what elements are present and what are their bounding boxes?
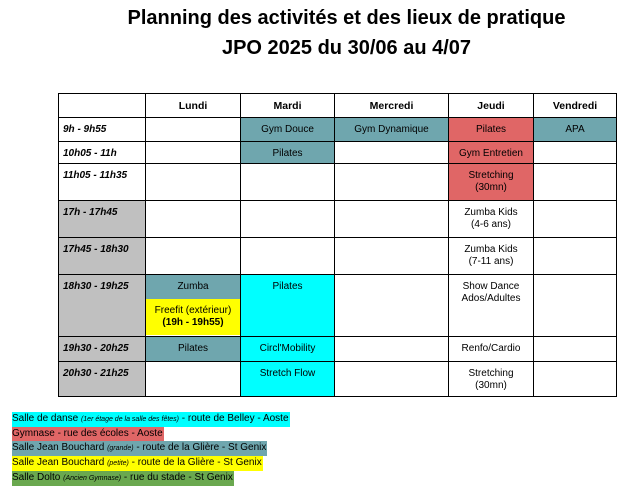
- activity-cell: [534, 118, 617, 142]
- table-row: [59, 362, 617, 397]
- time-slot: 17h45 - 18h30: [59, 238, 146, 275]
- empty-cell: [534, 201, 617, 238]
- activity-cell: [241, 337, 335, 362]
- activity-cell: [241, 118, 335, 142]
- empty-cell: [335, 201, 449, 238]
- table-row: [59, 238, 617, 275]
- empty-cell: [335, 337, 449, 362]
- empty-cell: [146, 201, 241, 238]
- legend-venue: Salle Dolto: [12, 472, 64, 483]
- day-header-tuesday: Mardi: [241, 94, 335, 118]
- empty-cell: [534, 337, 617, 362]
- legend-venue: Salle de danse: [12, 413, 81, 424]
- page-title: Planning des activités et des lieux de pratique: [127, 7, 566, 29]
- activity-label: Zumba: [146, 275, 240, 299]
- activity-cell: [241, 275, 335, 337]
- activity-label: Pilates: [475, 124, 506, 135]
- activity-cell: [449, 201, 534, 238]
- activity-cell: [241, 142, 335, 164]
- legend-address: - route de la Glière - St Genix: [133, 442, 267, 453]
- day-header-wednesday: Mercredi: [335, 94, 449, 118]
- activity-cell-freefit: [146, 299, 240, 335]
- activity-cell: [449, 275, 534, 337]
- legend-item: [12, 456, 290, 471]
- activity-label: Stretching: [468, 170, 514, 181]
- activity-label: Pilates: [272, 148, 303, 159]
- empty-cell: [335, 164, 449, 201]
- time-slot: 9h - 9h55: [59, 118, 146, 142]
- table-row: [59, 118, 617, 142]
- legend-address: - route de Belley - Aoste: [179, 413, 289, 424]
- activity-label: Circl'Mobility: [259, 343, 316, 354]
- table-row: [59, 142, 617, 164]
- activity-detail: (30mn): [475, 380, 507, 391]
- activity-label: Stretching: [468, 368, 514, 379]
- legend-note: (1er étage de la salle des fêtes): [80, 416, 180, 423]
- activity-label: Pilates: [177, 343, 208, 354]
- activity-cell: [449, 362, 534, 397]
- day-header-friday: Vendredi: [534, 94, 617, 118]
- empty-cell: [534, 142, 617, 164]
- empty-cell: [335, 142, 449, 164]
- empty-cell: [146, 238, 241, 275]
- activity-label: Stretch Flow: [259, 368, 316, 379]
- empty-cell: [335, 275, 449, 337]
- time-slot: 10h05 - 11h: [59, 142, 146, 164]
- empty-cell: [534, 362, 617, 397]
- activity-detail: (19h - 19h55): [162, 317, 224, 328]
- table-row: [59, 164, 617, 201]
- activity-label: Show Dance: [462, 281, 520, 292]
- legend-item: [12, 471, 290, 486]
- activity-label: APA: [565, 124, 585, 135]
- legend-venue: Gymnase - rue des écoles - Aoste: [12, 428, 163, 439]
- legend-item: [12, 427, 290, 441]
- header-row: [59, 94, 617, 118]
- empty-cell: [335, 362, 449, 397]
- activity-label: Freefit (extérieur): [154, 305, 232, 316]
- schedule-table: [58, 93, 617, 397]
- legend-note: (grande): [107, 445, 134, 452]
- activity-detail: (30mn): [475, 182, 507, 193]
- activity-detail: (4-6 ans): [470, 219, 511, 230]
- table-row: [59, 201, 617, 238]
- empty-cell: [146, 164, 241, 201]
- activity-cell: [449, 142, 534, 164]
- activity-label: Zumba Kids: [464, 207, 518, 218]
- time-slot: 20h30 - 21h25: [59, 362, 146, 397]
- empty-cell: [241, 201, 335, 238]
- empty-cell: [146, 142, 241, 164]
- empty-cell: [335, 238, 449, 275]
- empty-cell: [534, 275, 617, 337]
- legend-item: [12, 412, 290, 427]
- table-row: [59, 337, 617, 362]
- empty-cell: [241, 238, 335, 275]
- activity-label: Gym Douce: [261, 124, 314, 135]
- activity-cell: [241, 362, 335, 397]
- legend-address: - route de la Glière - St Genix: [128, 457, 262, 468]
- legend: [12, 412, 290, 486]
- empty-cell: [146, 118, 241, 142]
- empty-cell: [534, 238, 617, 275]
- activity-detail: Ados/Adultes: [461, 293, 521, 304]
- activity-label: Renfo/Cardio: [461, 343, 521, 354]
- time-slot: 18h30 - 19h25: [59, 275, 146, 337]
- day-header-monday: Lundi: [146, 94, 241, 118]
- activity-label: Zumba Kids: [464, 244, 518, 255]
- empty-cell: [241, 164, 335, 201]
- empty-cell: [534, 164, 617, 201]
- activity-detail: (7-11 ans): [468, 256, 514, 267]
- legend-address: - rue du stade - St Genix: [121, 472, 233, 483]
- activity-cell: [146, 337, 241, 362]
- activity-label: Gym Dynamique: [354, 124, 429, 135]
- activity-label: Pilates: [272, 281, 303, 292]
- legend-note: (Ancien Gymnase): [63, 475, 122, 482]
- table-row: [59, 275, 617, 337]
- time-slot: 17h - 17h45: [59, 201, 146, 238]
- page-subtitle: JPO 2025 du 30/06 au 4/07: [221, 37, 472, 59]
- legend-venue: Salle Jean Bouchard: [12, 442, 108, 453]
- activity-cell: [449, 164, 534, 201]
- corner-cell: [59, 94, 146, 118]
- activity-cell: [449, 238, 534, 275]
- activity-cell-split: [146, 275, 241, 337]
- legend-venue: Salle Jean Bouchard: [12, 457, 108, 468]
- time-slot: 11h05 - 11h35: [59, 164, 146, 201]
- day-header-thursday: Jeudi: [449, 94, 534, 118]
- legend-note: (petite): [107, 460, 129, 467]
- activity-cell: [449, 118, 534, 142]
- activity-cell: [335, 118, 449, 142]
- activity-cell: [449, 337, 534, 362]
- activity-label: Gym Entretien: [459, 148, 523, 159]
- empty-cell: [146, 362, 241, 397]
- time-slot: 19h30 - 20h25: [59, 337, 146, 362]
- legend-item: [12, 441, 290, 456]
